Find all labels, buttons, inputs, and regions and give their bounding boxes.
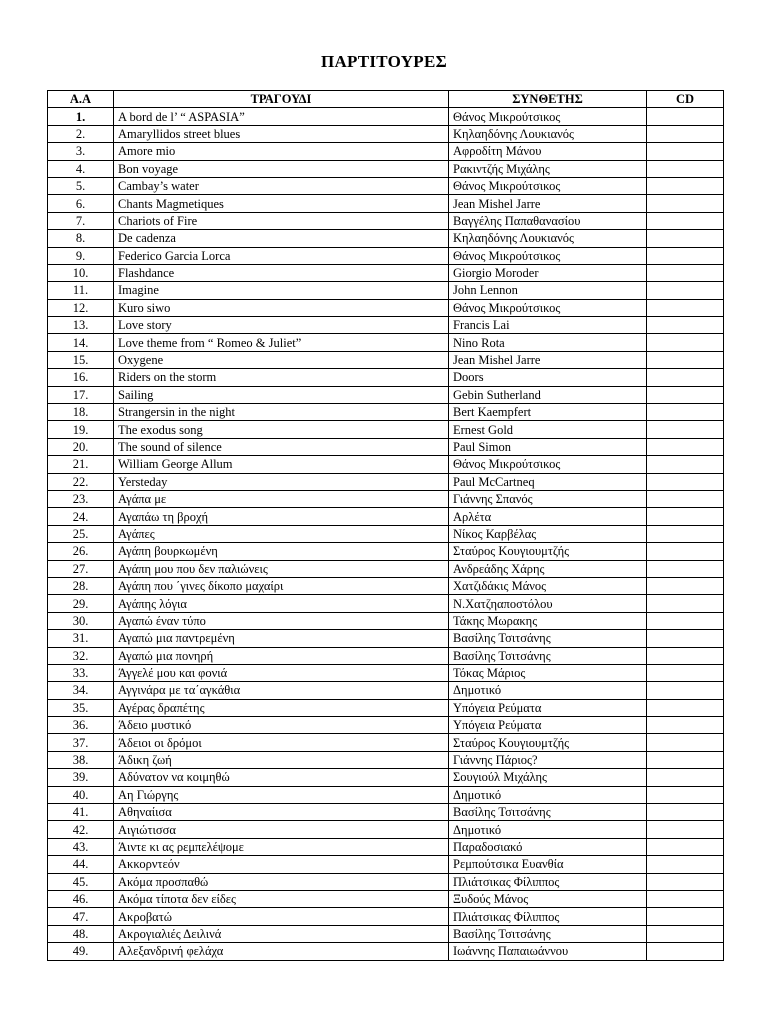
row-number: 49. [48,943,114,960]
row-number: 24. [48,508,114,525]
row-number: 15. [48,351,114,368]
row-cd [647,873,724,890]
row-cd [647,456,724,473]
row-song: Imagine [114,282,449,299]
row-song: Cambay’s water [114,177,449,194]
header-composer: ΣΥΝΘΕΤΗΣ [449,91,647,108]
row-number: 7. [48,212,114,229]
row-song: Love story [114,317,449,334]
row-cd [647,838,724,855]
row-composer: Nino Rota [449,334,647,351]
row-number: 38. [48,751,114,768]
row-song: Αγάπες [114,525,449,542]
row-number: 6. [48,195,114,212]
row-cd [647,717,724,734]
row-number: 27. [48,560,114,577]
row-composer: Ανδρεάδης Χάρης [449,560,647,577]
row-composer: Αρλέτα [449,508,647,525]
row-number: 32. [48,647,114,664]
table-row [48,404,724,421]
page-title: ΠΑΡΤΙΤΟΥΡΕΣ [320,52,448,71]
table-header-row [48,91,724,108]
row-composer: Paul Simon [449,438,647,455]
row-cd [647,299,724,316]
table-row [48,456,724,473]
row-cd [647,438,724,455]
table-row [48,473,724,490]
table-row [48,160,724,177]
table-row [48,386,724,403]
row-number: 16. [48,369,114,386]
table-row [48,925,724,942]
row-song: Ακόμα προσπαθώ [114,873,449,890]
row-song: Amore mio [114,143,449,160]
row-composer: Giorgio Moroder [449,264,647,281]
row-song: Αγέρας δραπέτης [114,699,449,716]
row-number: 34. [48,682,114,699]
row-song: Amaryllidos street blues [114,125,449,142]
row-number: 8. [48,230,114,247]
row-number: 21. [48,456,114,473]
row-cd [647,577,724,594]
row-composer: Ρεμπούτσικα Ευανθία [449,856,647,873]
row-song: Αγαπώ μια πονηρή [114,647,449,664]
row-song: Αθηναίισα [114,804,449,821]
row-cd [647,525,724,542]
row-number: 40. [48,786,114,803]
row-song: Ακροβατώ [114,908,449,925]
row-cd [647,264,724,281]
row-composer: John Lennon [449,282,647,299]
row-number: 43. [48,838,114,855]
row-cd [647,247,724,264]
row-number: 25. [48,525,114,542]
row-number: 13. [48,317,114,334]
row-song: Αλεξανδρινή φελάχα [114,943,449,960]
row-cd [647,890,724,907]
row-song: Αγάπα με [114,490,449,507]
row-number: 18. [48,404,114,421]
table-row [48,299,724,316]
row-composer: Θάνος Μικρούτσικος [449,247,647,264]
row-composer: Τάκης Μωρακης [449,612,647,629]
row-composer: Ιωάννης Παπαιωάννου [449,943,647,960]
row-composer: Κηλαηδόνης Λουκιανός [449,230,647,247]
row-cd [647,647,724,664]
row-composer: Σταύρος Κουγιουμτζής [449,734,647,751]
row-song: Άδικη ζωή [114,751,449,768]
row-composer: Δημοτικό [449,786,647,803]
row-song: Αγάπη που ΄γινες δίκοπο μαχαίρι [114,577,449,594]
row-cd [647,195,724,212]
table-row [48,769,724,786]
header-song: ΤΡΑΓΟΥΔΙ [114,91,449,108]
row-composer: Βαγγέλης Παπαθανασίου [449,212,647,229]
table-row [48,577,724,594]
row-cd [647,804,724,821]
row-cd [647,682,724,699]
row-song: Άγγελέ μου και φονιά [114,664,449,681]
row-composer: Doors [449,369,647,386]
row-composer: Δημοτικό [449,821,647,838]
table-row [48,682,724,699]
row-number: 1. [48,108,114,125]
row-number: 11. [48,282,114,299]
row-composer: Francis Lai [449,317,647,334]
row-number: 45. [48,873,114,890]
table-row [48,647,724,664]
row-cd [647,177,724,194]
header-cd: CD [647,91,724,108]
row-cd [647,925,724,942]
row-number: 10. [48,264,114,281]
row-composer: Ν.Χατζηαποστόλου [449,595,647,612]
row-composer: Αφροδίτη Μάνου [449,143,647,160]
table-row [48,543,724,560]
row-cd [647,421,724,438]
row-composer: Υπόγεια Ρεύματα [449,699,647,716]
row-number: 4. [48,160,114,177]
row-cd [647,751,724,768]
row-cd [647,734,724,751]
table-row [48,490,724,507]
row-cd [647,386,724,403]
table-row [48,317,724,334]
table-row [48,369,724,386]
row-composer: Jean Mishel Jarre [449,195,647,212]
row-cd [647,334,724,351]
row-number: 48. [48,925,114,942]
row-cd [647,404,724,421]
row-song: De cadenza [114,230,449,247]
table-row [48,664,724,681]
row-number: 12. [48,299,114,316]
table-row [48,804,724,821]
row-cd [647,699,724,716]
table-row [48,890,724,907]
row-composer: Θάνος Μικρούτσικος [449,177,647,194]
table-row [48,108,724,125]
row-composer: Υπόγεια Ρεύματα [449,717,647,734]
scores-table [47,90,724,961]
row-composer: Κηλαηδόνης Λουκιανός [449,125,647,142]
row-song: Αγαπάω τη βροχή [114,508,449,525]
row-composer: Bert Kaempfert [449,404,647,421]
row-number: 20. [48,438,114,455]
row-song: Αγαπώ μια παντρεμένη [114,630,449,647]
row-composer: Ρακιντζής Μιχάλης [449,160,647,177]
row-song: Αιγιώτισσα [114,821,449,838]
row-song: Άδειοι οι δρόμοι [114,734,449,751]
row-song: Ακρογιαλιές Δειλινά [114,925,449,942]
row-composer: Νίκος Καρβέλας [449,525,647,542]
row-song: Ακόμα τίποτα δεν είδες [114,890,449,907]
row-cd [647,108,724,125]
row-song: Αδύνατον να κοιμηθώ [114,769,449,786]
row-cd [647,508,724,525]
row-composer: Πλιάτσικας Φίλιππος [449,908,647,925]
row-number: 23. [48,490,114,507]
row-composer: Θάνος Μικρούτσικος [449,456,647,473]
row-song: Sailing [114,386,449,403]
row-number: 41. [48,804,114,821]
row-song: The exodus song [114,421,449,438]
row-composer: Τόκας Μάριος [449,664,647,681]
row-number: 31. [48,630,114,647]
row-cd [647,317,724,334]
row-composer: Γιάννης Σπανός [449,490,647,507]
row-composer: Θάνος Μικρούτσικος [449,299,647,316]
row-number: 5. [48,177,114,194]
table-row [48,125,724,142]
table-row [48,195,724,212]
row-number: 17. [48,386,114,403]
row-song: Ακκορντεόν [114,856,449,873]
table-row [48,595,724,612]
row-number: 2. [48,125,114,142]
row-cd [647,612,724,629]
table-row [48,334,724,351]
row-composer: Δημοτικό [449,682,647,699]
row-composer: Βασίλης Τσιτσάνης [449,647,647,664]
row-song: Strangersin in the night [114,404,449,421]
row-cd [647,630,724,647]
row-composer: Gebin Sutherland [449,386,647,403]
row-number: 22. [48,473,114,490]
row-cd [647,664,724,681]
row-cd [647,125,724,142]
row-composer: Ernest Gold [449,421,647,438]
table-row [48,734,724,751]
row-cd [647,160,724,177]
table-row [48,699,724,716]
table-row [48,282,724,299]
table-row [48,143,724,160]
row-cd [647,543,724,560]
row-number: 33. [48,664,114,681]
row-number: 39. [48,769,114,786]
row-cd [647,560,724,577]
row-composer: Παραδοσιακό [449,838,647,855]
table-row [48,351,724,368]
row-number: 46. [48,890,114,907]
row-composer: Βασίλης Τσιτσάνης [449,925,647,942]
table-row [48,264,724,281]
row-song: Αγγινάρα με τα΄αγκάθια [114,682,449,699]
row-composer: Βασίλης Τσιτσάνης [449,804,647,821]
row-song: Αγάπη βουρκωμένη [114,543,449,560]
row-song: Love theme from “ Romeo & Juliet” [114,334,449,351]
row-song: Αγάπη μου που δεν παλιώνεις [114,560,449,577]
header-number: Α.Α [48,91,114,108]
row-cd [647,490,724,507]
row-song: Αγαπώ έναν τύπο [114,612,449,629]
row-cd [647,473,724,490]
row-number: 9. [48,247,114,264]
row-cd [647,908,724,925]
table-row [48,230,724,247]
row-cd [647,351,724,368]
row-song: Federico Garcia Lorca [114,247,449,264]
table-row [48,247,724,264]
row-number: 30. [48,612,114,629]
table-row [48,630,724,647]
table-row [48,908,724,925]
row-cd [647,212,724,229]
table-row [48,751,724,768]
table-row [48,212,724,229]
row-song: Oxygene [114,351,449,368]
row-cd [647,856,724,873]
row-song: Chariots of Fire [114,212,449,229]
row-cd [647,769,724,786]
row-number: 3. [48,143,114,160]
table-row [48,873,724,890]
table-row [48,838,724,855]
table-row [48,717,724,734]
row-cd [647,143,724,160]
row-number: 28. [48,577,114,594]
row-number: 47. [48,908,114,925]
row-song: The sound of silence [114,438,449,455]
row-cd [647,230,724,247]
row-number: 26. [48,543,114,560]
row-song: Riders on the storm [114,369,449,386]
row-cd [647,786,724,803]
row-composer: Σουγιούλ Μιχάλης [449,769,647,786]
row-song: Άδειο μυστικό [114,717,449,734]
table-row [48,786,724,803]
row-composer: Γιάννης Πάριος? [449,751,647,768]
row-number: 44. [48,856,114,873]
row-number: 29. [48,595,114,612]
row-composer: Βασίλης Τσιτσάνης [449,630,647,647]
row-song: Αγάπης λόγια [114,595,449,612]
row-song: Bon voyage [114,160,449,177]
row-number: 35. [48,699,114,716]
table-row [48,612,724,629]
row-number: 19. [48,421,114,438]
row-composer: Jean Mishel Jarre [449,351,647,368]
row-number: 37. [48,734,114,751]
table-row [48,943,724,960]
row-song: A bord de l’ “ ASPASIA” [114,108,449,125]
row-song: Kuro siwo [114,299,449,316]
table-row [48,421,724,438]
row-song: Flashdance [114,264,449,281]
table-row [48,560,724,577]
row-composer: Ξυδούς Μάνος [449,890,647,907]
table-row [48,525,724,542]
row-cd [647,595,724,612]
row-cd [647,943,724,960]
table-row [48,856,724,873]
row-number: 42. [48,821,114,838]
table-row [48,508,724,525]
row-song: William George Allum [114,456,449,473]
row-composer: Paul McCartneq [449,473,647,490]
row-song: Yersteday [114,473,449,490]
row-cd [647,821,724,838]
row-composer: Χατζιδάκις Μάνος [449,577,647,594]
row-cd [647,369,724,386]
table-row [48,438,724,455]
row-song: Άιντε κι ας ρεμπελέψομε [114,838,449,855]
row-song: Chants Magmetiques [114,195,449,212]
row-number: 36. [48,717,114,734]
row-number: 14. [48,334,114,351]
row-song: Αη Γιώργης [114,786,449,803]
row-cd [647,282,724,299]
table-row [48,177,724,194]
row-composer: Σταύρος Κουγιουμτζής [449,543,647,560]
row-composer: Πλιάτσικας Φίλιππος [449,873,647,890]
table-row [48,821,724,838]
row-composer: Θάνος Μικρούτσικος [449,108,647,125]
